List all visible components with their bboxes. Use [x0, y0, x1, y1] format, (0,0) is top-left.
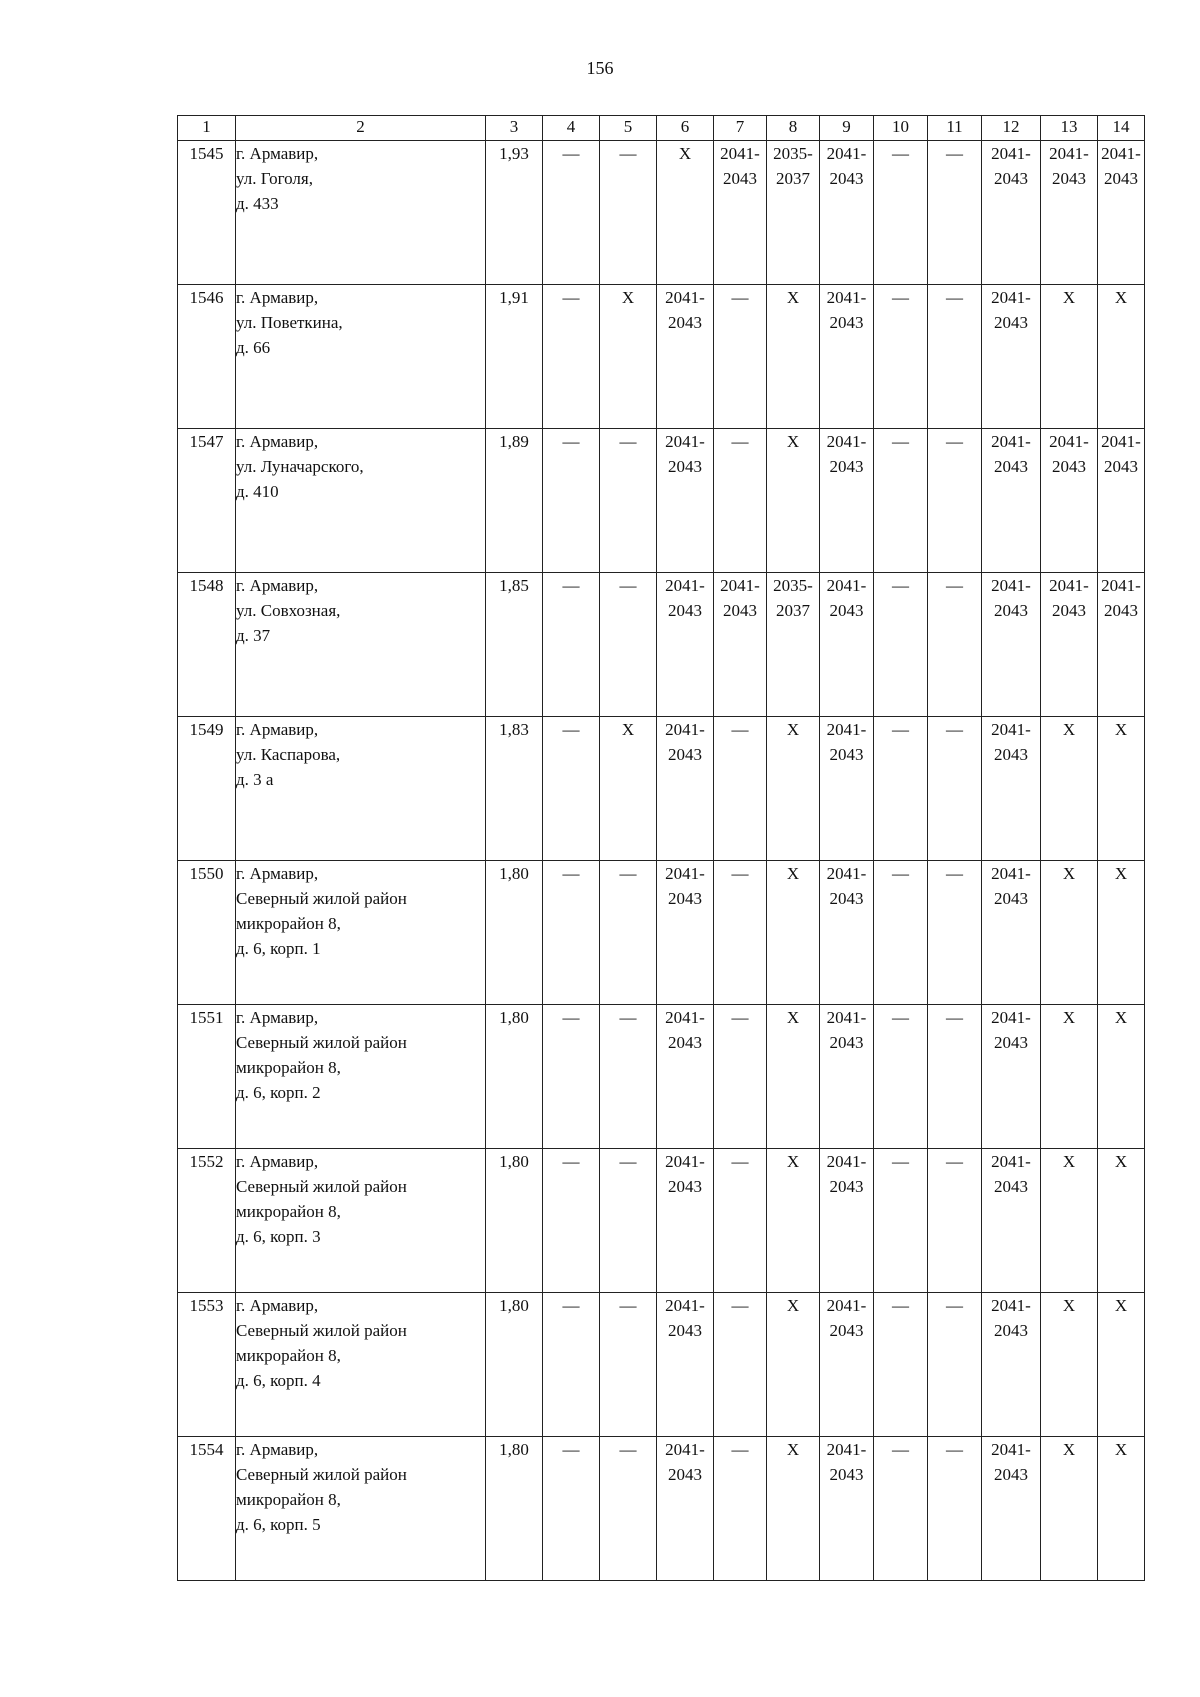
- x-mark-cell: X: [1041, 1005, 1098, 1149]
- address-line: д. 6, корп. 2: [236, 1083, 321, 1102]
- x-mark-cell: X: [1098, 1005, 1145, 1149]
- dash-cell: —: [928, 573, 982, 717]
- dash-cell: —: [543, 429, 600, 573]
- column-header-2: 2: [236, 116, 486, 141]
- address-line: д. 6, корп. 3: [236, 1227, 321, 1246]
- value-cell: 1,80: [486, 1437, 543, 1581]
- period-cell: 2041- 2043: [820, 1293, 874, 1437]
- address-line: д. 66: [236, 338, 271, 357]
- period-cell: 2041- 2043: [1041, 573, 1098, 717]
- dash-cell: —: [600, 573, 657, 717]
- table-row: [178, 429, 1145, 573]
- period-cell: 2041- 2043: [982, 429, 1041, 573]
- dash-cell: —: [600, 429, 657, 573]
- x-mark-cell: X: [1098, 285, 1145, 429]
- row-number: 1551: [178, 1005, 236, 1149]
- x-mark-cell: X: [1041, 717, 1098, 861]
- column-header-7: 7: [714, 116, 767, 141]
- dash-cell: —: [600, 1005, 657, 1149]
- column-header-3: 3: [486, 116, 543, 141]
- x-mark-cell: X: [1041, 285, 1098, 429]
- period-cell: 2041- 2043: [657, 285, 714, 429]
- x-mark-cell: X: [1041, 1149, 1098, 1293]
- address-line: д. 6, корп. 5: [236, 1515, 321, 1534]
- address-line: Северный жилой район: [236, 1321, 407, 1340]
- address-line: Северный жилой район: [236, 889, 407, 908]
- column-header-4: 4: [543, 116, 600, 141]
- dash-cell: —: [714, 1005, 767, 1149]
- address-cell: [236, 1005, 486, 1149]
- x-mark-cell: X: [600, 285, 657, 429]
- value-cell: 1,80: [486, 1293, 543, 1437]
- period-cell: 2041- 2043: [1098, 141, 1145, 285]
- x-mark-cell: X: [1041, 1293, 1098, 1437]
- address-cell: [236, 1149, 486, 1293]
- address-line: Северный жилой район: [236, 1465, 407, 1484]
- column-header-11: 11: [928, 116, 982, 141]
- dash-cell: —: [543, 1149, 600, 1293]
- dash-cell: —: [714, 1149, 767, 1293]
- x-mark-cell: X: [767, 1437, 820, 1581]
- period-cell: 2041- 2043: [820, 1005, 874, 1149]
- dash-cell: —: [600, 141, 657, 285]
- period-cell: 2041- 2043: [982, 1437, 1041, 1581]
- table-row: [178, 717, 1145, 861]
- period-cell: 2041- 2043: [982, 861, 1041, 1005]
- dash-cell: —: [543, 1293, 600, 1437]
- table-row: [178, 573, 1145, 717]
- x-mark-cell: X: [767, 717, 820, 861]
- address-line: микрорайон 8,: [236, 1202, 341, 1221]
- address-cell: [236, 1293, 486, 1437]
- address-line: г. Армавир,: [236, 1152, 319, 1171]
- period-cell: 2041- 2043: [714, 141, 767, 285]
- dash-cell: —: [928, 1005, 982, 1149]
- address-cell: [236, 1437, 486, 1581]
- dash-cell: —: [543, 1005, 600, 1149]
- address-line: г. Армавир,: [236, 288, 319, 307]
- address-line: микрорайон 8,: [236, 1490, 341, 1509]
- dash-cell: —: [874, 1005, 928, 1149]
- period-cell: 2041- 2043: [820, 429, 874, 573]
- dash-cell: —: [874, 717, 928, 861]
- dash-cell: —: [600, 1437, 657, 1581]
- dash-cell: —: [928, 285, 982, 429]
- address-line: д. 410: [236, 482, 279, 501]
- period-cell: 2041- 2043: [1098, 429, 1145, 573]
- period-cell: 2041- 2043: [657, 1437, 714, 1581]
- address-line: микрорайон 8,: [236, 914, 341, 933]
- dash-cell: —: [928, 429, 982, 573]
- address-line: г. Армавир,: [236, 1296, 319, 1315]
- period-cell: 2041- 2043: [1041, 141, 1098, 285]
- x-mark-cell: X: [767, 429, 820, 573]
- address-line: г. Армавир,: [236, 432, 319, 451]
- period-cell: 2041- 2043: [820, 717, 874, 861]
- address-line: Северный жилой район: [236, 1033, 407, 1052]
- dash-cell: —: [543, 1437, 600, 1581]
- dash-cell: —: [874, 1293, 928, 1437]
- x-mark-cell: X: [1098, 861, 1145, 1005]
- x-mark-cell: X: [1098, 1437, 1145, 1581]
- table-row: [178, 141, 1145, 285]
- row-number: 1548: [178, 573, 236, 717]
- address-cell: [236, 573, 486, 717]
- period-cell: 2041- 2043: [982, 141, 1041, 285]
- address-cell: [236, 285, 486, 429]
- dash-cell: —: [874, 1437, 928, 1581]
- x-mark-cell: X: [1098, 717, 1145, 861]
- column-header-6: 6: [657, 116, 714, 141]
- dash-cell: —: [543, 717, 600, 861]
- period-cell: 2041- 2043: [982, 285, 1041, 429]
- address-line: д. 3 а: [236, 770, 274, 789]
- period-cell: 2041- 2043: [657, 861, 714, 1005]
- address-line: микрорайон 8,: [236, 1346, 341, 1365]
- column-header-10: 10: [874, 116, 928, 141]
- dash-cell: —: [714, 429, 767, 573]
- address-line: г. Армавир,: [236, 720, 319, 739]
- dash-cell: —: [600, 1293, 657, 1437]
- period-cell: 2041- 2043: [982, 1293, 1041, 1437]
- row-number: 1545: [178, 141, 236, 285]
- column-header-5: 5: [600, 116, 657, 141]
- dash-cell: —: [714, 717, 767, 861]
- value-cell: 1,83: [486, 717, 543, 861]
- x-mark-cell: X: [657, 141, 714, 285]
- table-body: [178, 141, 1145, 1581]
- row-number: 1553: [178, 1293, 236, 1437]
- dash-cell: —: [543, 573, 600, 717]
- address-line: д. 6, корп. 4: [236, 1371, 321, 1390]
- dash-cell: —: [714, 1293, 767, 1437]
- period-cell: 2041- 2043: [1098, 573, 1145, 717]
- table-row: [178, 1149, 1145, 1293]
- period-cell: 2041- 2043: [982, 573, 1041, 717]
- dash-cell: —: [928, 1293, 982, 1437]
- row-number: 1552: [178, 1149, 236, 1293]
- table-row: [178, 1005, 1145, 1149]
- table-row: [178, 1293, 1145, 1437]
- value-cell: 1,85: [486, 573, 543, 717]
- address-line: ул. Гоголя,: [236, 169, 313, 188]
- x-mark-cell: X: [767, 861, 820, 1005]
- address-line: ул. Поветкина,: [236, 313, 343, 332]
- dash-cell: —: [543, 285, 600, 429]
- period-cell: 2041- 2043: [820, 285, 874, 429]
- column-header-8: 8: [767, 116, 820, 141]
- dash-cell: —: [714, 285, 767, 429]
- column-header-12: 12: [982, 116, 1041, 141]
- period-cell: 2041- 2043: [657, 1293, 714, 1437]
- dash-cell: —: [928, 717, 982, 861]
- x-mark-cell: X: [1098, 1293, 1145, 1437]
- column-header-1: 1: [178, 116, 236, 141]
- dash-cell: —: [928, 1437, 982, 1581]
- period-cell: 2041- 2043: [657, 717, 714, 861]
- x-mark-cell: X: [1041, 861, 1098, 1005]
- value-cell: 1,89: [486, 429, 543, 573]
- period-cell: 2041- 2043: [657, 1149, 714, 1293]
- period-cell: 2041- 2043: [982, 717, 1041, 861]
- address-cell: [236, 141, 486, 285]
- dash-cell: —: [600, 861, 657, 1005]
- address-cell: [236, 861, 486, 1005]
- row-number: 1546: [178, 285, 236, 429]
- row-number: 1547: [178, 429, 236, 573]
- dash-cell: —: [600, 1149, 657, 1293]
- page-number: 156: [586, 58, 614, 78]
- period-cell: 2041- 2043: [820, 1437, 874, 1581]
- column-header-13: 13: [1041, 116, 1098, 141]
- x-mark-cell: X: [1041, 1437, 1098, 1581]
- period-cell: 2041- 2043: [820, 141, 874, 285]
- dash-cell: —: [874, 573, 928, 717]
- header-row: [178, 116, 1145, 141]
- dash-cell: —: [714, 861, 767, 1005]
- dash-cell: —: [874, 1149, 928, 1293]
- address-line: Северный жилой район: [236, 1177, 407, 1196]
- dash-cell: —: [874, 141, 928, 285]
- period-cell: 2041- 2043: [982, 1149, 1041, 1293]
- dash-cell: —: [714, 1437, 767, 1581]
- address-line: ул. Каспарова,: [236, 745, 341, 764]
- value-cell: 1,91: [486, 285, 543, 429]
- address-line: д. 37: [236, 626, 271, 645]
- address-line: г. Армавир,: [236, 144, 319, 163]
- address-line: д. 433: [236, 194, 279, 213]
- period-cell: 2041- 2043: [714, 573, 767, 717]
- table-row: [178, 285, 1145, 429]
- column-header-9: 9: [820, 116, 874, 141]
- address-cell: [236, 717, 486, 861]
- x-mark-cell: X: [767, 1149, 820, 1293]
- value-cell: 1,93: [486, 141, 543, 285]
- period-cell: 2041- 2043: [657, 573, 714, 717]
- column-header-14: 14: [1098, 116, 1145, 141]
- x-mark-cell: X: [767, 1293, 820, 1437]
- dash-cell: —: [874, 285, 928, 429]
- address-line: г. Армавир,: [236, 576, 319, 595]
- dash-cell: —: [928, 861, 982, 1005]
- row-number: 1549: [178, 717, 236, 861]
- period-cell: 2035- 2037: [767, 141, 820, 285]
- x-mark-cell: X: [600, 717, 657, 861]
- address-line: ул. Луначарского,: [236, 457, 364, 476]
- x-mark-cell: X: [1098, 1149, 1145, 1293]
- dash-cell: —: [928, 141, 982, 285]
- period-cell: 2041- 2043: [657, 429, 714, 573]
- period-cell: 2041- 2043: [1041, 429, 1098, 573]
- dash-cell: —: [543, 861, 600, 1005]
- period-cell: 2035- 2037: [767, 573, 820, 717]
- table-row: [178, 861, 1145, 1005]
- row-number: 1550: [178, 861, 236, 1005]
- address-line: г. Армавир,: [236, 1440, 319, 1459]
- period-cell: 2041- 2043: [820, 1149, 874, 1293]
- period-cell: 2041- 2043: [657, 1005, 714, 1149]
- address-line: г. Армавир,: [236, 1008, 319, 1027]
- row-number: 1554: [178, 1437, 236, 1581]
- address-line: д. 6, корп. 1: [236, 939, 321, 958]
- value-cell: 1,80: [486, 861, 543, 1005]
- x-mark-cell: X: [767, 285, 820, 429]
- address-line: г. Армавир,: [236, 864, 319, 883]
- period-cell: 2041- 2043: [820, 573, 874, 717]
- dash-cell: —: [543, 141, 600, 285]
- address-line: микрорайон 8,: [236, 1058, 341, 1077]
- value-cell: 1,80: [486, 1005, 543, 1149]
- dash-cell: —: [874, 861, 928, 1005]
- address-cell: [236, 429, 486, 573]
- period-cell: 2041- 2043: [982, 1005, 1041, 1149]
- dash-cell: —: [874, 429, 928, 573]
- table-row: [178, 1437, 1145, 1581]
- value-cell: 1,80: [486, 1149, 543, 1293]
- period-cell: 2041- 2043: [820, 861, 874, 1005]
- dash-cell: —: [928, 1149, 982, 1293]
- address-line: ул. Совхозная,: [236, 601, 341, 620]
- x-mark-cell: X: [767, 1005, 820, 1149]
- data-table: [177, 115, 1145, 1581]
